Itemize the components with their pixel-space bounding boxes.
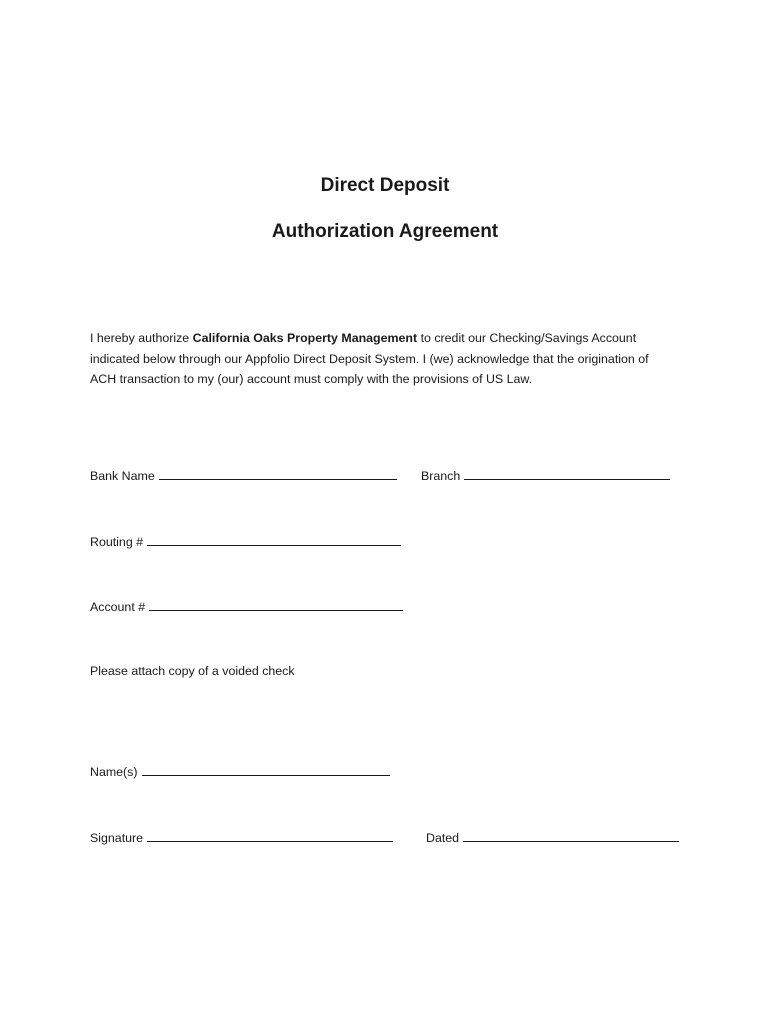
bank-name-field[interactable]	[90, 468, 397, 483]
account-number-label: Account #	[90, 600, 146, 614]
intro-line-2: indicated below through our Appfolio Direct Deposit System. I (we) acknowledge that the origination of	[90, 351, 649, 366]
branch-field[interactable]	[421, 468, 670, 483]
signature-field[interactable]	[90, 830, 393, 845]
intro-line-3: ACH transaction to my (our) account must comply with the provisions of US Law.	[90, 372, 533, 386]
names-label: Name(s)	[90, 765, 138, 779]
account-number-blank[interactable]	[149, 599, 403, 611]
account-number-field[interactable]	[90, 599, 403, 614]
branch-label: Branch	[421, 469, 461, 483]
routing-number-blank[interactable]	[147, 534, 401, 546]
authorization-paragraph	[90, 328, 690, 390]
names-blank[interactable]	[142, 764, 390, 776]
signature-blank[interactable]	[147, 830, 393, 842]
intro-line-1	[90, 328, 690, 349]
routing-number-field[interactable]	[90, 534, 401, 549]
voided-check-note: Please attach copy of a voided check	[90, 664, 295, 678]
document-title: Direct Deposit	[320, 175, 450, 196]
document-subtitle: Authorization Agreement	[271, 221, 499, 242]
names-field[interactable]	[90, 764, 390, 779]
signature-label: Signature	[90, 831, 144, 845]
intro-prefix: I hereby authorize	[90, 331, 193, 345]
branch-blank[interactable]	[464, 468, 670, 480]
intro-suffix: to credit our Checking/Savings Account	[417, 331, 637, 345]
bank-name-label: Bank Name	[90, 469, 155, 483]
dated-label: Dated	[426, 831, 460, 845]
company-name: California Oaks Property Management	[192, 331, 418, 345]
routing-number-label: Routing #	[90, 535, 144, 549]
bank-name-blank[interactable]	[159, 468, 397, 480]
dated-field[interactable]	[426, 830, 679, 845]
dated-blank[interactable]	[463, 830, 679, 842]
